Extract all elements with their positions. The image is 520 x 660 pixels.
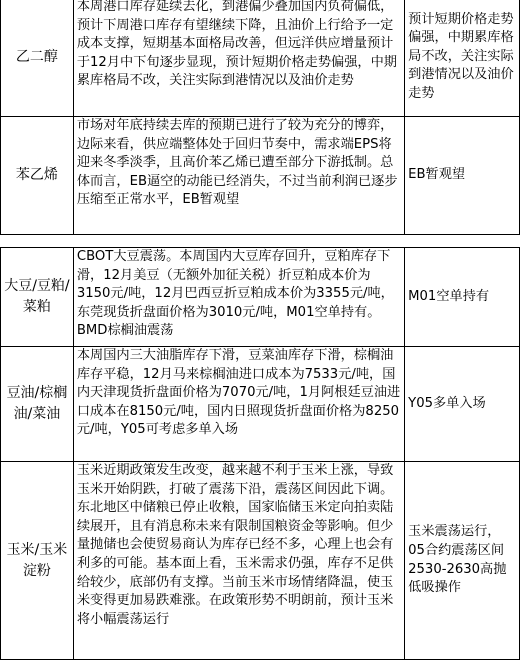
strategy-view: 玉米震荡运行，05合约震荡区间2530-2630高抛低吸操作 bbox=[405, 462, 520, 660]
market-analysis: CBOT大豆震荡。本周国内大豆库存回升，豆粕库存下滑，12月美豆（无额外加征关税）折豆粕成本价为3150元/吨，12月巴西豆折豆粕成本价为3355元/吨，东莞现货折盘面价格为3010元/吨，M01空单持有。BMD棕榈油震荡 bbox=[73, 248, 404, 347]
lower-commodity-table bbox=[0, 247, 520, 660]
table-row bbox=[1, 117, 520, 235]
product-name: 玉米/玉米淀粉 bbox=[1, 462, 74, 660]
table-row bbox=[1, 0, 520, 117]
product-name: 豆油/棕榈油/菜油 bbox=[1, 347, 74, 462]
strategy-view: M01空单持有 bbox=[405, 248, 520, 347]
table-row bbox=[1, 248, 520, 347]
market-analysis: 本周港口库存延续去化，到港偏少叠加国内负荷偏低，预计下周港口库存有望继续下降，且油价上行给予一定成本支撑，短期基本面格局改善，但远洋供应增量预计于12月中下旬逐步显现，预计短期价格走势偏强，中期累库格局不改，关注实际到港情况以及油价走势 bbox=[73, 0, 404, 117]
product-name: 乙二醇 bbox=[1, 0, 74, 117]
strategy-view: Y05多单入场 bbox=[405, 347, 520, 462]
market-analysis: 市场对年底持续去库的预期已进行了较为充分的博弈，边际来看，供应端整体处于回归节奏中，需求端EPS将迎来冬季淡季，且高价苯乙烯已遭至部分下游抵制。总体而言，EB逼空的动能已经消失，不过当前利润已逐步压缩至正常水平，EB暂观望 bbox=[73, 117, 404, 235]
upper-commodity-table bbox=[0, 0, 520, 235]
table-row bbox=[1, 347, 520, 462]
strategy-view: 预计短期价格走势偏强，中期累库格局不改，关注实际到港情况以及油价走势 bbox=[405, 0, 520, 117]
market-analysis: 本周国内三大油脂库存下滑，豆菜油库存下滑，棕榈油库存平稳，12月马来棕榈油进口成本为7533元/吨，国内天津现货折盘面价格为7070元/吨，1月阿根廷豆油进口成本在8150元/吨，国内日照现货折盘面价格为8250元/吨，Y05可考虑多单入场 bbox=[73, 347, 404, 462]
strategy-view: EB暂观望 bbox=[405, 117, 520, 235]
table-row bbox=[1, 462, 520, 660]
market-analysis: 玉米近期政策发生改变，越来越不利于玉米上涨，导致玉米开始阴跌，打破了震荡下沿，震荡区间因此下调。东北地区中储粮已停止收粮，国家临储玉米定向拍卖陆续展开，且有消息称未来有限制国粮资金等影响。但少量抛储也会使贸易商认为库存已经不多，心理上也会有利多的可能。基本面上看，玉米需求仍强，库存不足供给较少，底部仍有支撑。当前玉米市场情绪降温，使玉米变得更加易跌难涨。在政策形势不明朗前，预计玉米将小幅震荡运行 bbox=[73, 462, 404, 660]
product-name: 苯乙烯 bbox=[1, 117, 74, 235]
product-name: 大豆/豆粕/菜粕 bbox=[1, 248, 74, 347]
